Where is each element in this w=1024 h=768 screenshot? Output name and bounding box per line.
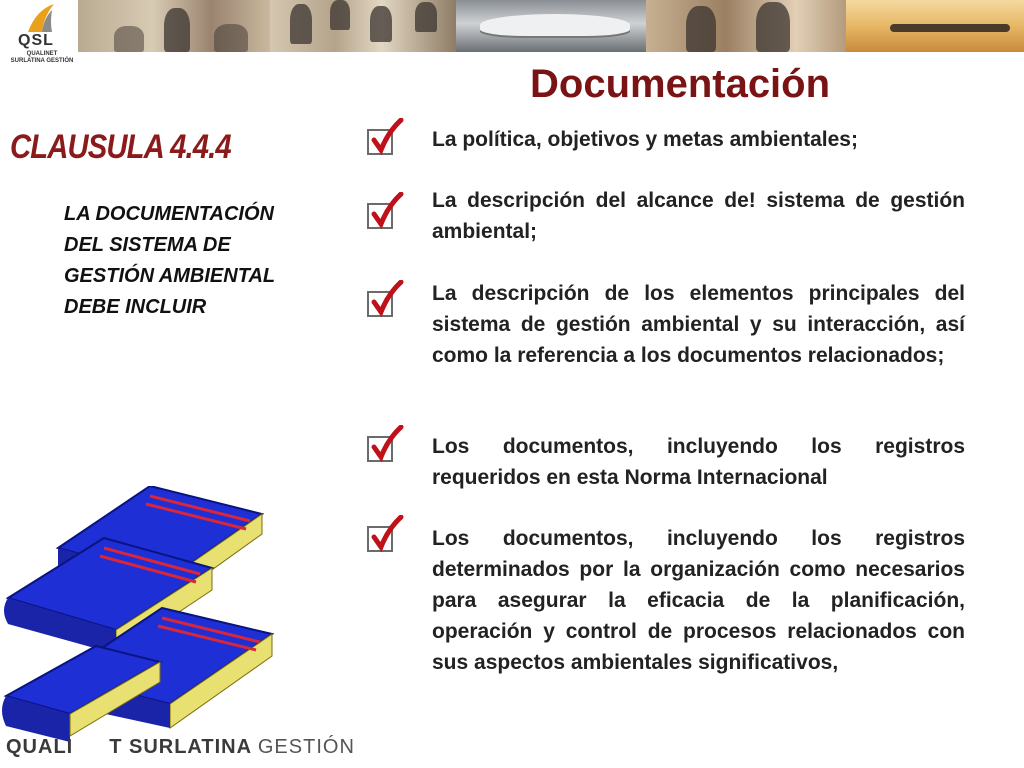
- checkmark-icon: [366, 425, 404, 465]
- list-item: Los documentos, incluyendo los registros determinados por la organización como necesarios para asegurar la eficacia de la planificación, operación y control de procesos relacionados con sus aspectos ambientales significativos,: [432, 527, 965, 674]
- checkmark-icon: [366, 118, 404, 158]
- intro-text: LA DOCUMENTACIÓN DEL SISTEMA DE GESTIÓN AMBIENTAL DEBE INCLUIR: [64, 203, 275, 318]
- logo-subtitle: QUALINET SURLATINA GESTIÓN: [10, 51, 74, 64]
- logo-brand: QSL: [18, 32, 54, 49]
- banner-photo-walking: [270, 0, 456, 52]
- qsl-logo: [0, 0, 78, 72]
- list-item: La política, objetivos y metas ambientales;: [432, 128, 858, 151]
- checkmark-icon: [366, 192, 404, 232]
- banner-photo-meeting: [646, 0, 846, 52]
- clause-heading: CLAUSULA 4.4.4: [10, 128, 231, 166]
- list-item: La descripción del alcance de! sistema de gestión ambiental;: [432, 189, 965, 243]
- list-item: Los documentos, incluyendo los registros requeridos en esta Norma Internacional: [432, 435, 965, 489]
- banner-photo-presentation: [74, 0, 270, 52]
- list-item: La descripción de los elementos principales del sistema de gestión ambiental y su interacción, así como la referencia a los documentos relacionados;: [432, 282, 965, 367]
- footer-brand: QUALI T SURLATINA GESTIÓN: [6, 736, 355, 758]
- book-icon: [2, 646, 160, 742]
- checkmark-icon: [366, 515, 404, 555]
- airliner-shape: [890, 24, 1010, 32]
- jet-shape: [480, 14, 630, 36]
- logo-swoosh-icon: [22, 2, 62, 36]
- books-illustration: [0, 486, 290, 748]
- header-banner: [0, 0, 1024, 64]
- checkmark-icon: [366, 280, 404, 320]
- page-title: Documentación: [530, 62, 831, 106]
